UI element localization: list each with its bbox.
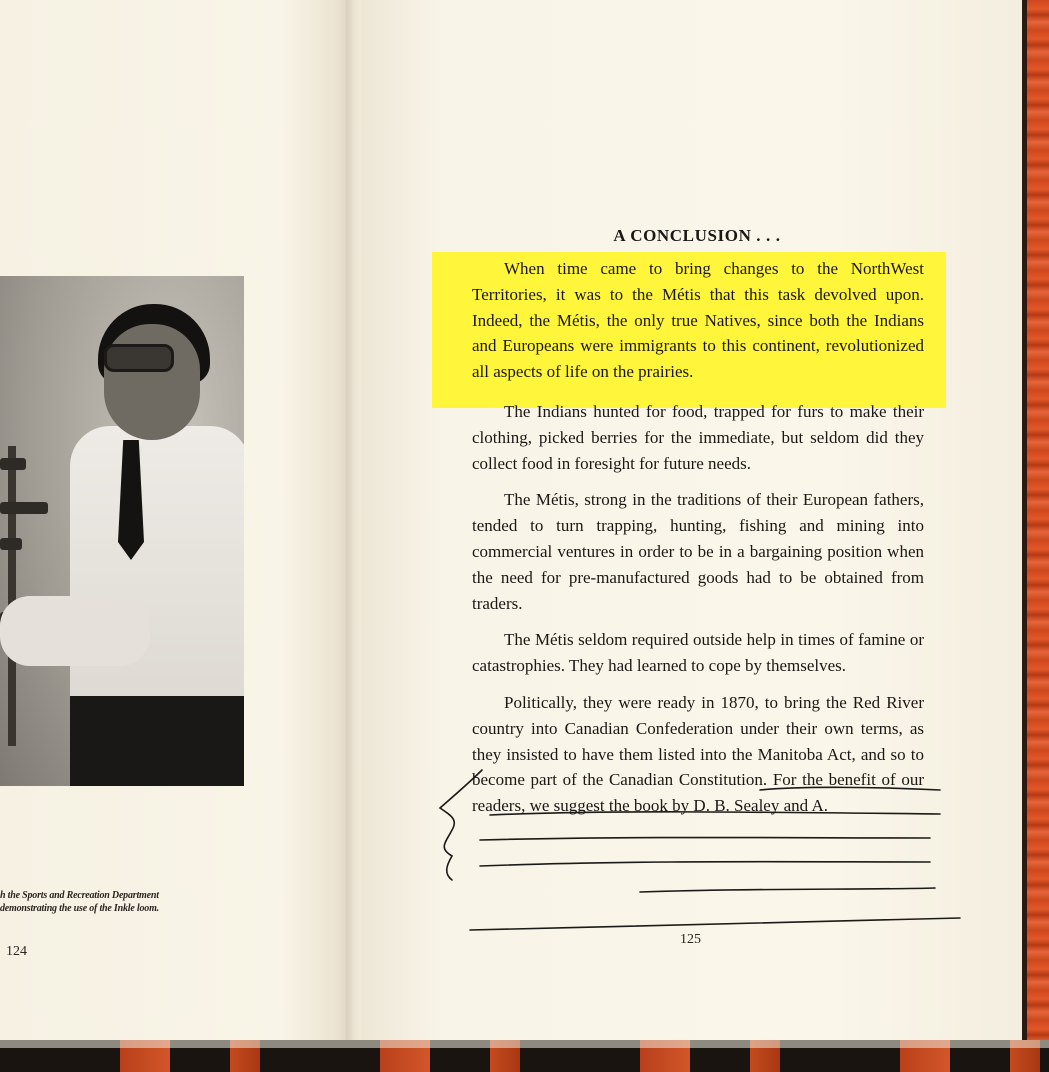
- right-page-number: 125: [680, 932, 701, 947]
- chapter-heading: A CONCLUSION . . .: [613, 226, 781, 245]
- loom-bar: [0, 502, 48, 514]
- caption-line: demonstrating the use of the Inkle loom.: [0, 903, 159, 914]
- photo-pants: [70, 696, 244, 786]
- book-bottom-edge: [0, 1040, 1049, 1072]
- paragraph: The Métis seldom required outside help in times of famine or catastrophies. They had learned to cope by themselves.: [472, 630, 924, 676]
- paragraph-underlined: Politically, they were ready in 1870, to bring the Red River country into Canadian Confederation under their own terms, as they insisted to have them listed into the Manitoba Act, and so to become part of the Canadian Constitution. For the benefit of our readers, we suggest the book by D. B. Sealey and A.: [472, 692, 924, 816]
- photo-sleeve: [0, 596, 150, 666]
- loom-post: [8, 446, 16, 746]
- photograph: [0, 276, 244, 786]
- paragraph-highlighted: When time came to bring changes to the NorthWest Territories, it was to the Métis that this task devolved upon. Indeed, the Métis, the only true Natives, since both the Indians and Europeans were immigrants to this continent, revolutionized all aspects of life on the prairies.: [472, 259, 924, 382]
- loom-bar: [0, 458, 26, 470]
- photo-face: [104, 324, 200, 440]
- left-page-number: 124: [6, 944, 27, 959]
- caption-line: h the Sports and Recreation Department: [0, 890, 159, 901]
- photo-caption: [0, 889, 248, 915]
- paragraph: The Métis, strong in the traditions of their European fathers, tended to turn trapping, hunting, fishing and mining into commercial ventures in order to be in a bargaining position when the need for pre-manufactured goods had to be obtained from traders.: [472, 490, 924, 613]
- book-cover-edge: [1022, 0, 1049, 1072]
- photo-glasses: [104, 344, 174, 372]
- paragraph: The Indians hunted for food, trapped for furs to make their clothing, picked berries for the immediate, but seldom did they collect food in foresight for future needs.: [472, 401, 924, 473]
- loom-bar: [0, 538, 22, 550]
- body-text: [472, 256, 924, 830]
